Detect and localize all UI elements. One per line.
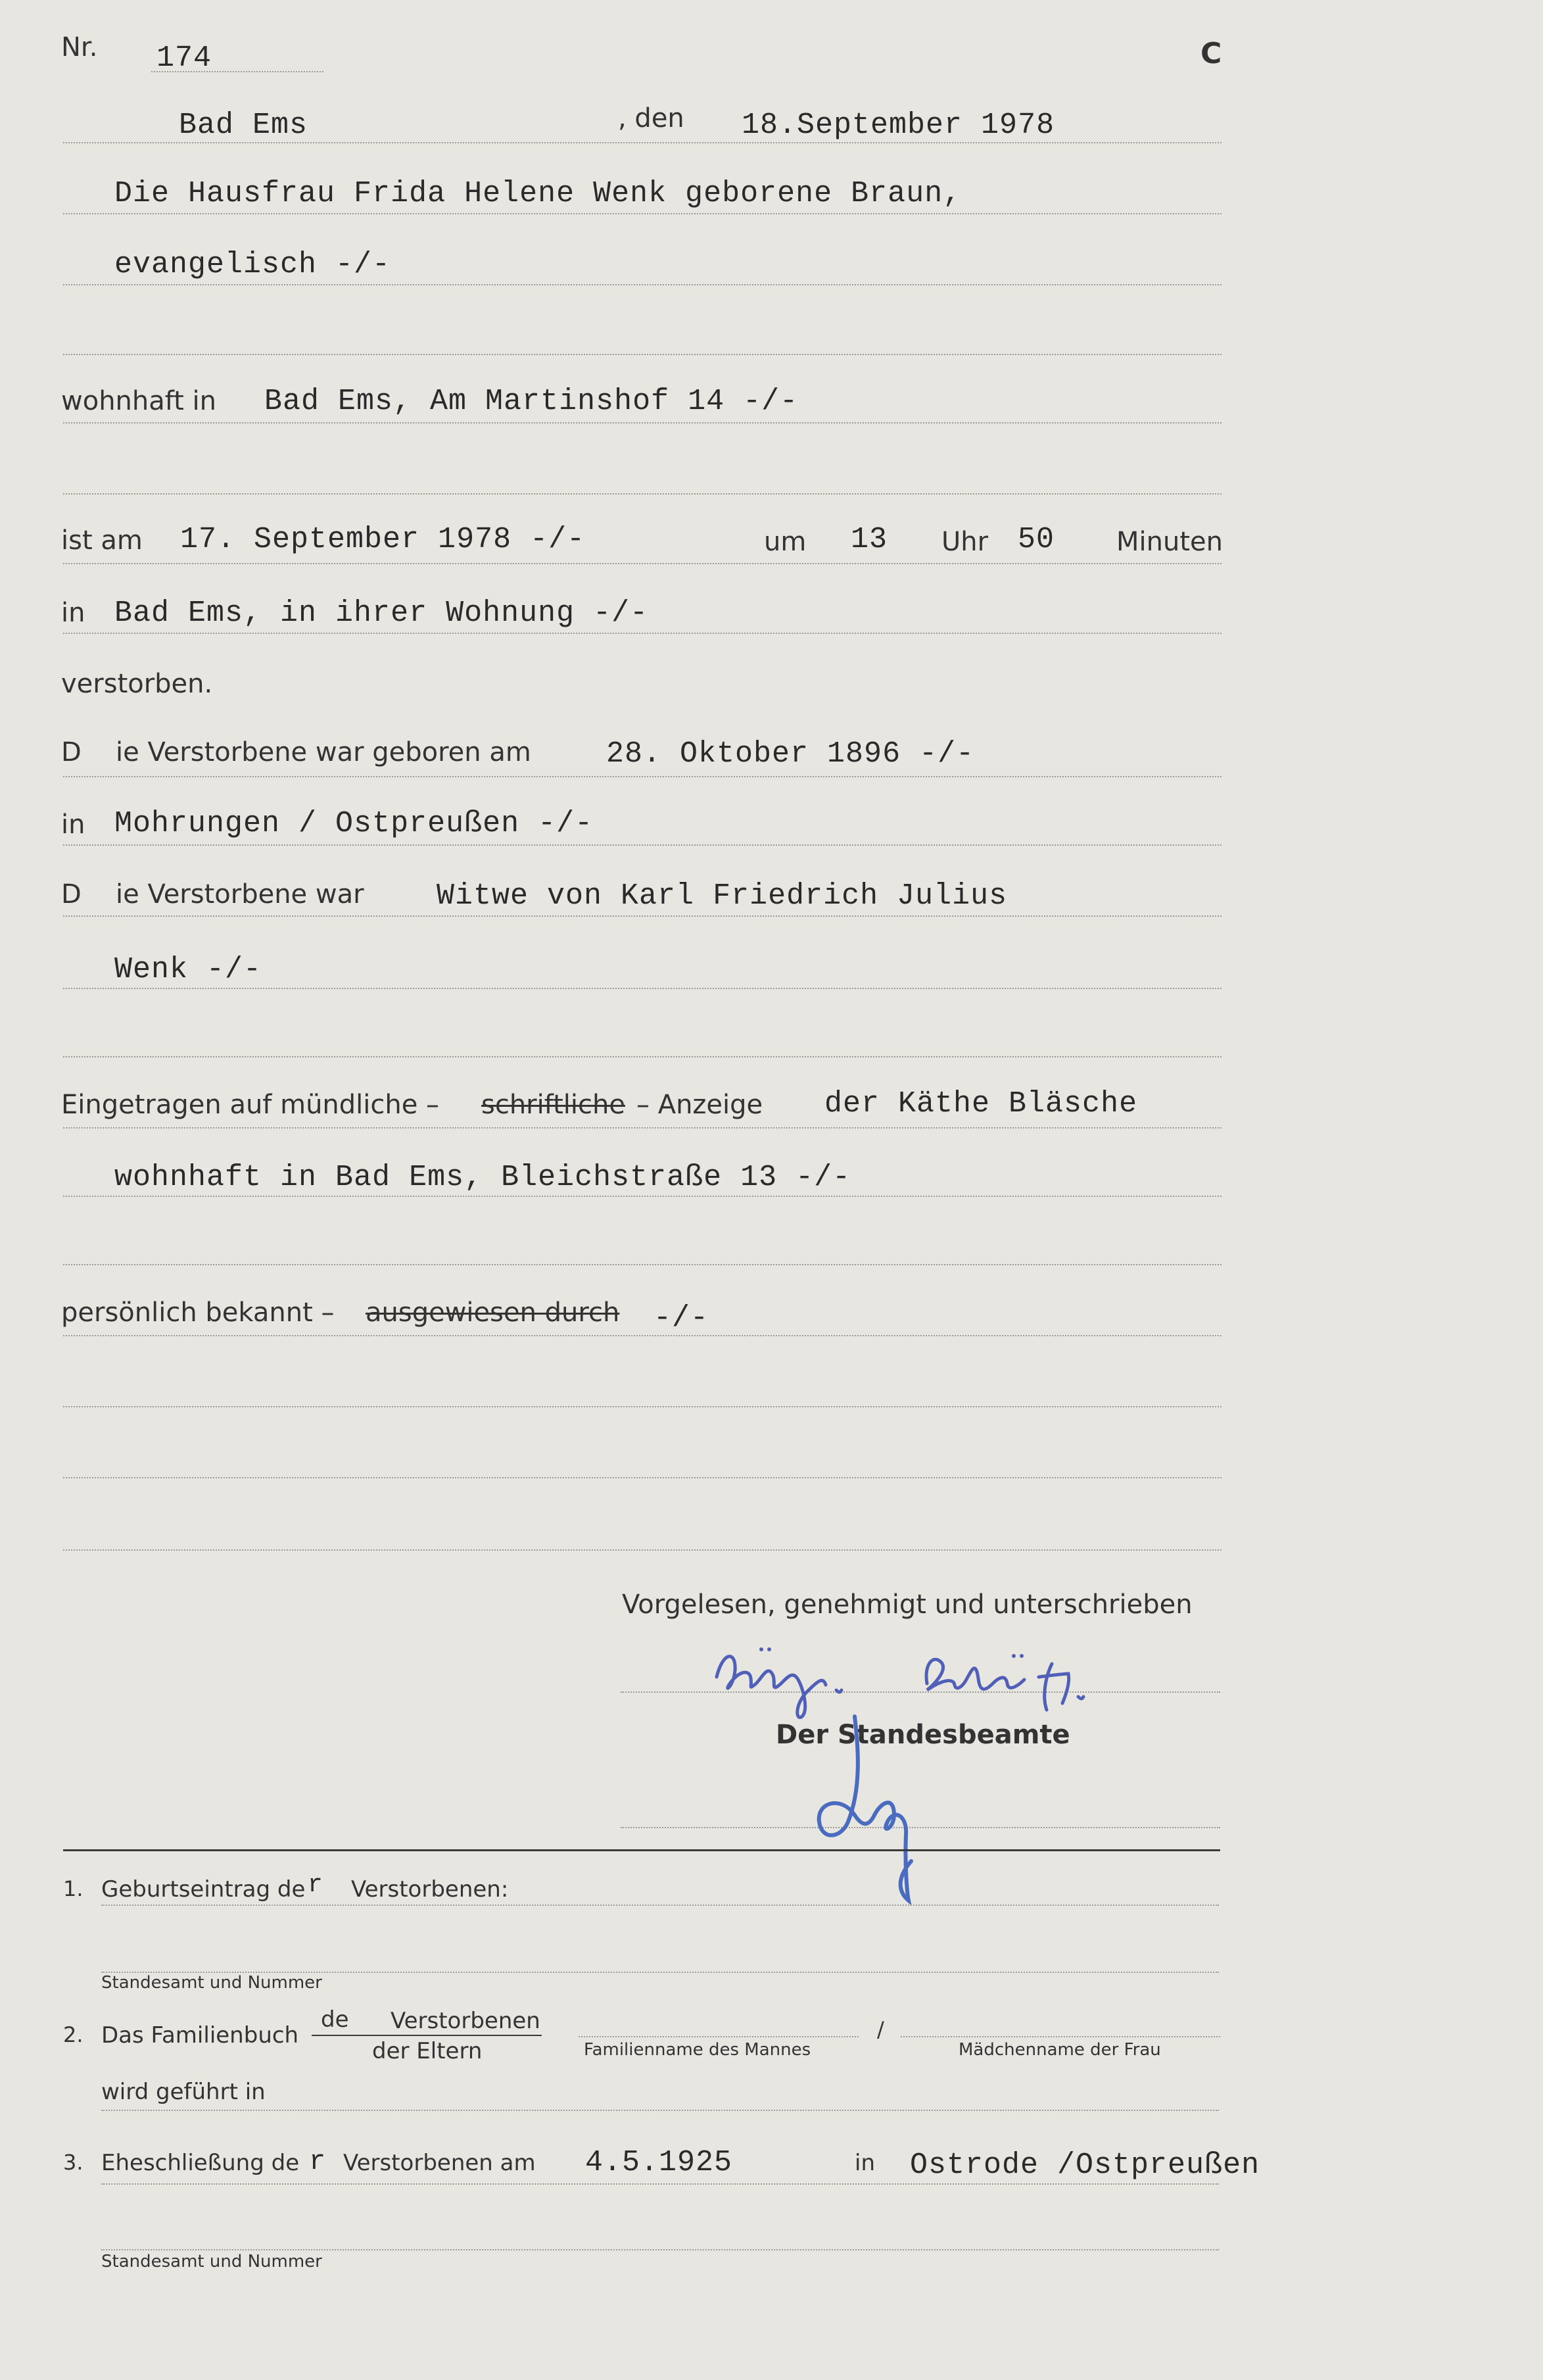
rule	[63, 1196, 1222, 1197]
rule	[63, 1056, 1222, 1057]
birth-date: 28. Oktober 1896 -/-	[606, 737, 975, 771]
birth-in-label: in	[61, 810, 85, 840]
footnote-3-number: 3.	[63, 2150, 83, 2175]
rule	[63, 988, 1222, 989]
kept-in-label: wird geführt in	[101, 2079, 266, 2105]
record-number: 174	[156, 41, 212, 75]
office-number-label-1: Standesamt und Nummer	[101, 1973, 322, 1993]
religion: evangelisch -/-	[114, 248, 391, 281]
rule	[901, 2036, 1220, 2037]
death-place: Bad Ems, in ihrer Wohnung -/-	[114, 596, 649, 630]
marriage-in-label: in	[855, 2150, 875, 2176]
rule	[63, 1127, 1222, 1129]
fraction-bar	[312, 2035, 542, 2036]
register-letter: C	[1200, 37, 1222, 70]
rule	[63, 493, 1222, 495]
birth-label: ie Verstorbene war geboren am	[116, 737, 531, 767]
family-book-label: Das Familienbuch	[101, 2022, 299, 2049]
marital-status-line-2: Wenk -/-	[114, 953, 262, 986]
marital-prefix-d: D	[61, 879, 82, 910]
rule	[101, 2183, 1219, 2185]
approval-text: Vorgelesen, genehmigt und unterschrieben	[622, 1590, 1193, 1620]
marriage-date: 4.5.1925	[585, 2146, 733, 2179]
birth-entry-letter: r	[308, 1871, 323, 1899]
section-divider	[63, 1849, 1220, 1851]
marriage-label-b: Verstorbenen am	[343, 2150, 536, 2176]
rule	[63, 844, 1222, 846]
nr-label: Nr.	[61, 32, 98, 62]
rule	[63, 1549, 1222, 1551]
known-value: -/-	[653, 1301, 709, 1335]
ist-am-label: ist am	[61, 525, 143, 556]
rule	[63, 213, 1222, 214]
rule	[63, 776, 1222, 777]
de-label: de	[321, 2006, 349, 2033]
nr-line	[151, 71, 323, 72]
rule	[63, 1335, 1222, 1336]
marital-status-line-1: Witwe von Karl Friedrich Julius	[437, 879, 1008, 913]
rule	[63, 633, 1222, 634]
marital-label: ie Verstorbene war	[116, 879, 364, 910]
rule	[63, 284, 1222, 285]
informant: der Käthe Bläsche	[824, 1087, 1138, 1121]
rule	[63, 1406, 1222, 1407]
name-separator: /	[877, 2017, 884, 2042]
marriage-label-a: Eheschließung de	[101, 2150, 300, 2176]
rule	[63, 142, 1222, 143]
birth-place: Mohrungen / Ostpreußen -/-	[114, 807, 594, 840]
death-minutes: 50	[1018, 523, 1055, 556]
registration-label-a: Eingetragen auf mündliche –	[61, 1090, 440, 1120]
known-label: persönlich bekannt –	[61, 1298, 335, 1328]
rule	[63, 354, 1222, 355]
rule	[101, 2249, 1219, 2250]
marriage-place: Ostrode /Ostpreußen	[910, 2149, 1260, 2182]
rule	[63, 915, 1222, 917]
office-number-label-3: Standesamt und Nummer	[101, 2252, 322, 2271]
residence: Bad Ems, Am Martinshof 14 -/-	[264, 385, 799, 418]
birth-prefix-d: D	[61, 737, 82, 767]
in-label: in	[61, 598, 85, 628]
rule	[63, 1477, 1222, 1478]
issue-date: 18.September 1978	[742, 109, 1055, 142]
rule	[63, 422, 1222, 424]
verstorben-label: verstorben.	[61, 669, 213, 699]
deceased-line-1: Die Hausfrau Frida Helene Wenk geborene Braun,	[114, 177, 962, 210]
residence-label: wohnhaft in	[61, 386, 216, 416]
eltern-label: der Eltern	[372, 2038, 483, 2064]
registrar-signature	[795, 1710, 947, 1907]
marriage-letter: r	[309, 2146, 327, 2177]
birth-entry-suffix: Verstorbenen:	[351, 1876, 509, 1903]
rule	[63, 1264, 1222, 1265]
death-date: 17. September 1978 -/-	[180, 523, 586, 556]
known-label-struck: ausgewiesen durch	[366, 1298, 620, 1328]
rule	[101, 2110, 1219, 2111]
birth-entry-label: Geburtseintrag de	[101, 1876, 306, 1903]
uhr-label: Uhr	[941, 527, 989, 557]
registration-label-struck: schriftliche	[481, 1090, 625, 1120]
rule	[63, 563, 1222, 564]
minuten-label: Minuten	[1116, 527, 1223, 557]
um-label: um	[764, 527, 807, 557]
rule	[579, 2036, 859, 2037]
husband-name-label: Familienname des Mannes	[584, 2040, 811, 2060]
death-hour: 13	[851, 523, 888, 556]
footnote-2-number: 2.	[63, 2022, 83, 2047]
informant-address: wohnhaft in Bad Ems, Bleichstraße 13 -/-	[114, 1161, 851, 1194]
rule	[101, 1905, 1219, 1906]
footnote-1-number: 1.	[63, 1876, 83, 1901]
registration-label-b: – Anzeige	[636, 1090, 763, 1120]
verstorbenen-label: Verstorbenen	[391, 2008, 540, 2034]
place-of-issue: Bad Ems	[179, 109, 308, 142]
registrar-label: Der Standesbeamte	[776, 1720, 1070, 1750]
wife-name-label: Mädchenname der Frau	[959, 2040, 1161, 2060]
den-label: , den	[618, 103, 684, 134]
